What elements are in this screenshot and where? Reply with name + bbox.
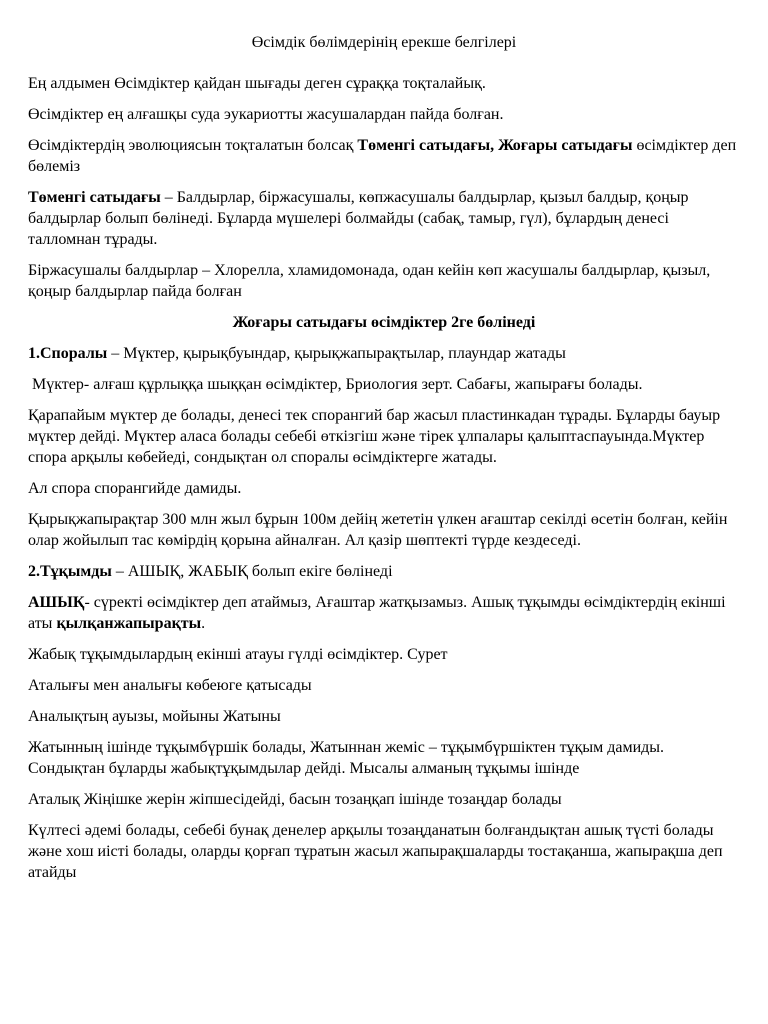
paragraph-angiosperms: Жабық тұқымдылардың екінші атауы гүлді өсімдіктер. Сурет bbox=[28, 646, 448, 663]
paragraph-eukaryotic-origin: Өсімдіктер ең алғашқы суда эукариотты жасушалардан пайда болған. bbox=[28, 106, 504, 123]
bold-term: 1.Споралы bbox=[28, 345, 108, 362]
section-heading-higher-plants: Жоғары сатыдағы өсімдіктер 2ге бөлінеді bbox=[232, 314, 536, 331]
paragraph-text: өсімдіктер деп бөлеміз bbox=[28, 137, 737, 175]
bold-term: АШЫҚ bbox=[28, 594, 85, 611]
document-page bbox=[28, 32, 740, 893]
paragraph-text: – АШЫҚ, ЖАБЫҚ болып екіге бөлінеді bbox=[111, 563, 393, 580]
paragraph-simple-mosses: Қарапайым мүктер де болады, денесі тек спорангий бар жасыл пластинкадан тұрады. Бұларды бауыр мүктер дейді. Мүктер аласа болады себебі өткізгіш және тірек ұлпалары қалыптаспауында.Мүктер спора арқылы көбейеді, сондықтан ол споралы өсімдіктерге жатады. bbox=[28, 407, 721, 466]
paragraph-spore-plants bbox=[28, 343, 740, 364]
paragraph-ferns: Қырықжапырақтар 300 млн жыл бұрын 100м дейің жететін үлкен ағаштар секілді өсетін болған, кейін олар жойылып тас көмірдің қорына айналған. Ал қазір шөптекті түрде кездеседі. bbox=[28, 511, 728, 549]
paragraph-text: - сүректі өсімдіктер деп атаймыз, Ағаштар жатқызамыз. Ашық тұқымды өсімдіктердің екінші аты bbox=[28, 594, 726, 632]
bold-term: 2.Тұқымды bbox=[28, 563, 112, 580]
paragraph-mosses: Мүктер- алғаш құрлыққа шыққан өсімдіктер, Бриология зерт. Сабағы, жапырағы болады. bbox=[28, 376, 643, 393]
bold-term: Төменгі сатыдағы, Жоғары сатыдағы bbox=[357, 137, 633, 154]
bold-term: Төменгі сатыдағы bbox=[28, 189, 161, 206]
paragraph-ovary: Жатынның ішінде тұқымбүршік болады, Жатыннан жеміс – тұқымбүршіктен тұқым дамиды. Сондықтан бұларды жабықтұқымдылар дейді. Мысалы алманың тұқымы ішінде bbox=[28, 739, 665, 777]
paragraph-seed-plants bbox=[28, 561, 740, 582]
paragraph-pistil-parts: Аналықтың ауызы, мойыны Жатыны bbox=[28, 708, 281, 725]
paragraph-sporangium: Ал спора спорангийде дамиды. bbox=[28, 480, 242, 497]
paragraph-stamen-pistil: Аталығы мен аналығы көбеюге қатысады bbox=[28, 677, 312, 694]
paragraph-text: . bbox=[201, 615, 206, 632]
paragraph-text: – Балдырлар, біржасушалы, көпжасушалы балдырлар, қызыл балдыр, қоңыр балдырлар болып бөлінеді. Бұларда мүшелері болмайды (сабақ, тамыр, гүл), бұлардың денесі талломнан тұрады. bbox=[28, 189, 689, 248]
paragraph-text: Өсімдіктердің эволюциясын тоқталатын болсақ bbox=[28, 137, 358, 154]
paragraph-lower-plants bbox=[28, 187, 740, 250]
paragraph-unicellular-algae: Біржасушалы балдырлар – Хлорелла, хламидомонада, одан кейін көп жасушалы балдырлар, қызыл, қоңыр балдырлар пайда болған bbox=[28, 262, 711, 300]
paragraph-evolution-division bbox=[28, 135, 740, 177]
paragraph-stamen: Аталық Жіңішке жерін жіпшесідейді, басын тозаңқап ішінде тозаңдар болады bbox=[28, 791, 562, 808]
bold-term: қылқанжапырақты bbox=[56, 615, 202, 632]
paragraph-origin-question: Ең алдымен Өсімдіктер қайдан шығады деген сұраққа тоқталайық. bbox=[28, 75, 486, 92]
paragraph-text: – Мүктер, қырықбуындар, қырықжапырақтылар, плаундар жатады bbox=[107, 345, 566, 362]
paragraph-gymnosperms bbox=[28, 592, 740, 634]
document-title: Өсімдік бөлімдерінің ерекше белгілері bbox=[251, 34, 517, 51]
paragraph-corolla: Күлтесі әдемі болады, себебі бунақ денелер арқылы тозаңданатын болғандықтан ашық түсті болады және хош иісті болады, оларды қорғап тұратын жасыл жапырақшаларды тостақанша, жапырақша деп атайды bbox=[28, 822, 723, 881]
